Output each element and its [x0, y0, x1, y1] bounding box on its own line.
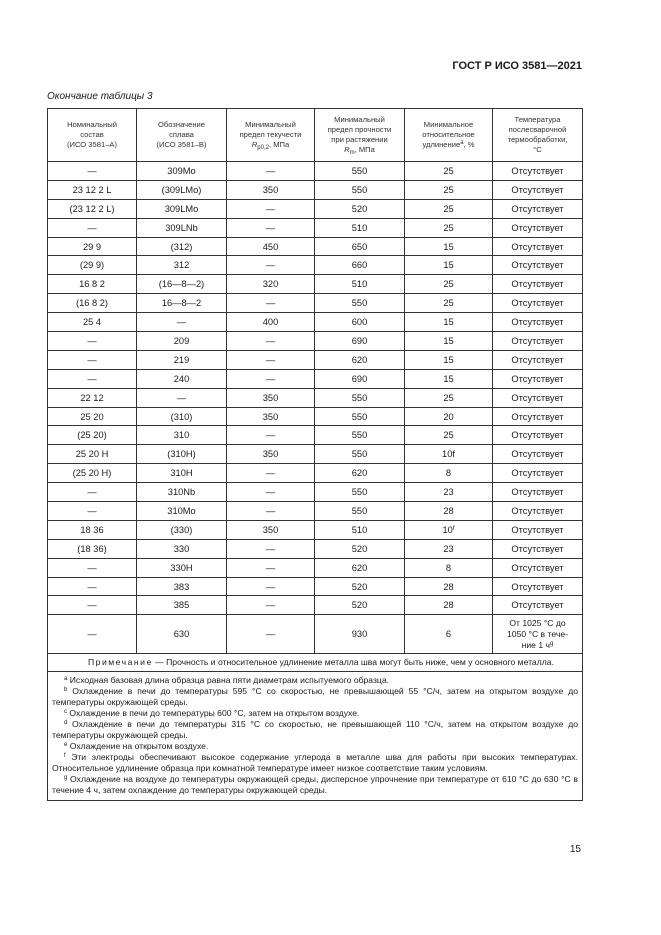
cell-nominal: — — [48, 350, 137, 369]
cell-yield: — — [227, 199, 315, 218]
cell-designation: 240 — [137, 369, 227, 388]
cell-yield: — — [227, 350, 315, 369]
table-row — [48, 313, 583, 332]
cell-nominal: 16 8 2 — [48, 275, 137, 294]
footnote-c: $^c$ Охлаждение в печи до температуры 600 °С, затем на открытом воздухе. — [64, 708, 360, 719]
footnote-a: $^a$ Исходная базовая длина образца равна пяти диаметрам испытуемого образца. — [64, 675, 390, 686]
cell-yield: — — [227, 218, 315, 237]
table-row — [48, 558, 583, 577]
table-row — [48, 256, 583, 275]
cell-elongation: 23 — [405, 483, 493, 502]
table-row — [48, 350, 583, 369]
cell-nominal: 23 12 2 L — [48, 180, 137, 199]
cell-elongation: 15 — [405, 332, 493, 351]
cell-elongation: 25 — [405, 199, 493, 218]
cell-yield: — — [227, 332, 315, 351]
cell-nominal: — — [48, 577, 137, 596]
table-row — [48, 426, 583, 445]
cell-elongation: 28 — [405, 577, 493, 596]
cell-tensile: 550 — [315, 407, 405, 426]
cell-designation: 16—8—2 — [137, 294, 227, 313]
cell-yield: — — [227, 577, 315, 596]
cell-yield: 350 — [227, 180, 315, 199]
cell-yield: — — [227, 558, 315, 577]
cell-pwht: Отсутствует — [493, 294, 583, 313]
cell-yield: 350 — [227, 445, 315, 464]
cell-elongation: 25 — [405, 426, 493, 445]
cell-elongation: 20 — [405, 407, 493, 426]
cell-tensile: 550 — [315, 445, 405, 464]
cell-elongation: 8 — [405, 558, 493, 577]
cell-tensile: 520 — [315, 596, 405, 615]
col-header-elongation: Минимальное относительное удлинение$^a$, % — [405, 109, 493, 162]
table-row — [48, 483, 583, 502]
cell-tensile: 550 — [315, 502, 405, 521]
cell-designation: (312) — [137, 237, 227, 256]
cell-designation: 219 — [137, 350, 227, 369]
cell-designation: 309LNb — [137, 218, 227, 237]
table-row — [48, 199, 583, 218]
cell-nominal: — — [48, 332, 137, 351]
cell-pwht: Отсутствует — [493, 256, 583, 275]
cell-yield: — — [227, 539, 315, 558]
cell-pwht: Отсутствует — [493, 275, 583, 294]
cell-elongation: 25 — [405, 388, 493, 407]
cell-tensile: 550 — [315, 483, 405, 502]
cell-yield: 350 — [227, 520, 315, 539]
table-row — [48, 502, 583, 521]
cell-elongation: 25 — [405, 180, 493, 199]
table-row — [48, 162, 583, 181]
cell-elongation: 23 — [405, 539, 493, 558]
cell-designation: 310Nb — [137, 483, 227, 502]
cell-designation: 310H — [137, 464, 227, 483]
table-row — [48, 180, 583, 199]
table-row — [48, 464, 583, 483]
cell-designation: (310) — [137, 407, 227, 426]
cell-yield: — — [227, 502, 315, 521]
cell-pwht: Отсутствует — [493, 313, 583, 332]
cell-yield: — — [227, 162, 315, 181]
cell-elongation: 25 — [405, 294, 493, 313]
col-header-nominal-composition: Номинальный состав (ИСО 3581–А) — [48, 109, 137, 162]
cell-nominal: — — [48, 558, 137, 577]
table-note-row — [48, 654, 583, 672]
cell-nominal: — — [48, 615, 137, 654]
col-header-tensile-strength: Минимальный предел прочности при растяжении $R_m$, МПа — [315, 109, 405, 162]
cell-elongation: 10f — [405, 445, 493, 464]
table-row — [48, 445, 583, 464]
table-row — [48, 596, 583, 615]
cell-designation: 312 — [137, 256, 227, 275]
cell-nominal: — — [48, 162, 137, 181]
note-text: — Прочность и относительное удлинение металла шва могут быть ниже, чем у основного металла. — [152, 657, 554, 668]
table-row — [48, 407, 583, 426]
table-row — [48, 520, 583, 539]
table-caption: Окончание таблицы 3 — [47, 91, 153, 102]
cell-yield: — — [227, 464, 315, 483]
cell-yield: 400 — [227, 313, 315, 332]
cell-tensile: 520 — [315, 539, 405, 558]
cell-tensile: 550 — [315, 426, 405, 445]
cell-nominal: 25 4 — [48, 313, 137, 332]
cell-elongation: 28 — [405, 596, 493, 615]
cell-tensile: 650 — [315, 237, 405, 256]
page-number: 15 — [569, 844, 581, 855]
cell-designation: 330 — [137, 539, 227, 558]
cell-tensile: 550 — [315, 162, 405, 181]
cell-elongation: 15 — [405, 369, 493, 388]
cell-designation: (310H) — [137, 445, 227, 464]
table-header-row — [48, 109, 583, 162]
cell-nominal: — — [48, 502, 137, 521]
cell-yield: 320 — [227, 275, 315, 294]
cell-pwht: Отсутствует — [493, 369, 583, 388]
cell-pwht: Отсутствует — [493, 332, 583, 351]
cell-nominal: (25 20 H) — [48, 464, 137, 483]
cell-designation: 309LMo — [137, 199, 227, 218]
cell-elongation: 28 — [405, 502, 493, 521]
cell-pwht: Отсутствует — [493, 388, 583, 407]
cell-pwht: Отсутствует — [493, 199, 583, 218]
cell-pwht: От 1025 °С до 1050 °С в тече- ние 1 $ч^g$ — [493, 615, 583, 654]
cell-tensile: 690 — [315, 369, 405, 388]
cell-nominal: 25 20 — [48, 407, 137, 426]
cell-designation: — — [137, 388, 227, 407]
cell-tensile: 520 — [315, 577, 405, 596]
cell-nominal: (25 20) — [48, 426, 137, 445]
cell-designation: 209 — [137, 332, 227, 351]
cell-yield: — — [227, 256, 315, 275]
cell-pwht: Отсутствует — [493, 483, 583, 502]
col-header-yield-strength: Минимальный предел текучести $R_{p0,2}$, МПа — [227, 109, 315, 162]
cell-tensile: 510 — [315, 275, 405, 294]
cell-yield: 350 — [227, 407, 315, 426]
cell-nominal: — — [48, 369, 137, 388]
cell-nominal: (18 36) — [48, 539, 137, 558]
table-note — [48, 654, 583, 672]
table-row — [48, 388, 583, 407]
col-header-alloy-designation: Обозначение сплава (ИСО 3581–В) — [137, 109, 227, 162]
table-body — [48, 162, 583, 615]
cell-yield: 450 — [227, 237, 315, 256]
cell-pwht: Отсутствует — [493, 558, 583, 577]
footnote-g: $^g$ Охлаждение на воздухе до температуры окружающей среды, дисперсное упрочнение при температуре от 610 °С до 630 °С в течение 4 ч, затем охлаждение до температуры окружающей среды. — [52, 774, 578, 796]
table-row — [48, 332, 583, 351]
properties-table — [47, 108, 583, 801]
cell-nominal: 25 20 H — [48, 445, 137, 464]
cell-nominal: — — [48, 483, 137, 502]
cell-elongation: 8 — [405, 464, 493, 483]
cell-elongation: 15 — [405, 237, 493, 256]
cell-designation: 330H — [137, 558, 227, 577]
cell-pwht: Отсутствует — [493, 539, 583, 558]
cell-designation: 630 — [137, 615, 227, 654]
cell-pwht: Отсутствует — [493, 445, 583, 464]
cell-yield: — — [227, 294, 315, 313]
cell-tensile: 510 — [315, 520, 405, 539]
cell-tensile: 510 — [315, 218, 405, 237]
cell-pwht: Отсутствует — [493, 237, 583, 256]
cell-nominal: (29 9) — [48, 256, 137, 275]
cell-tensile: 620 — [315, 558, 405, 577]
cell-elongation: 10$^f$ — [405, 520, 493, 539]
cell-nominal: — — [48, 596, 137, 615]
cell-nominal: (23 12 2 L) — [48, 199, 137, 218]
table-row — [48, 615, 583, 654]
col-header-pwht-temperature: Температура послесварочной термообработки, °С — [493, 109, 583, 162]
cell-pwht: Отсутствует — [493, 520, 583, 539]
cell-elongation: 15 — [405, 256, 493, 275]
cell-tensile: 690 — [315, 332, 405, 351]
cell-nominal: 29 9 — [48, 237, 137, 256]
table-row — [48, 218, 583, 237]
cell-tensile: 550 — [315, 180, 405, 199]
table-row — [48, 577, 583, 596]
footnote-e: $^e$ Охлаждение на открытом воздухе. — [64, 741, 209, 752]
table-row — [48, 369, 583, 388]
cell-elongation: 25 — [405, 218, 493, 237]
cell-tensile: 620 — [315, 464, 405, 483]
cell-designation: (16—8—2) — [137, 275, 227, 294]
footnote-f: $^f$ Эти электроды обеспечивают высокое содержание углерода в металле шва для работы при высоких температурах. Относительное удлинение образца при комнатной температуре имеет низкое соответствие таким условиям. — [52, 752, 578, 774]
cell-yield: — — [227, 596, 315, 615]
table-footnotes — [48, 672, 583, 801]
cell-pwht: Отсутствует — [493, 218, 583, 237]
cell-pwht: Отсутствует — [493, 407, 583, 426]
cell-pwht: Отсутствует — [493, 162, 583, 181]
table-row — [48, 294, 583, 313]
cell-pwht: Отсутствует — [493, 502, 583, 521]
cell-tensile: 550 — [315, 294, 405, 313]
cell-tensile: 660 — [315, 256, 405, 275]
cell-pwht: Отсутствует — [493, 180, 583, 199]
table-row — [48, 237, 583, 256]
cell-tensile: 520 — [315, 199, 405, 218]
cell-tensile: 600 — [315, 313, 405, 332]
cell-nominal: 18 36 — [48, 520, 137, 539]
cell-nominal: (16 8 2) — [48, 294, 137, 313]
cell-yield: — — [227, 483, 315, 502]
footnote-d: $^d$ Охлаждение в печи до температуры 315 °С со скоростью, не превышающей 110 °С/ч, затем на открытом воздухе до температуры окружающей среды. — [52, 719, 578, 741]
cell-designation: 310 — [137, 426, 227, 445]
cell-pwht: Отсутствует — [493, 350, 583, 369]
cell-nominal: — — [48, 218, 137, 237]
cell-designation: 310Mo — [137, 502, 227, 521]
cell-designation: (309LMo) — [137, 180, 227, 199]
table-row — [48, 275, 583, 294]
cell-pwht: Отсутствует — [493, 577, 583, 596]
footnote-b: $^b$ Охлаждение в печи до температуры 595 °С со скоростью, не превышающей 55 °С/ч, затем на открытом воздухе до температуры окружающей среды. — [52, 686, 578, 708]
cell-tensile: 550 — [315, 388, 405, 407]
cell-pwht: Отсутствует — [493, 464, 583, 483]
cell-tensile: 930 — [315, 615, 405, 654]
cell-designation: — — [137, 313, 227, 332]
cell-tensile: 620 — [315, 350, 405, 369]
cell-yield: — — [227, 369, 315, 388]
document-standard-header: ГОСТ Р ИСО 3581—2021 — [452, 60, 582, 72]
cell-yield: — — [227, 426, 315, 445]
cell-designation: 309Mo — [137, 162, 227, 181]
cell-pwht: Отсутствует — [493, 596, 583, 615]
cell-pwht: Отсутствует — [493, 426, 583, 445]
table-row — [48, 539, 583, 558]
cell-elongation: 25 — [405, 275, 493, 294]
note-label: Примечание — [88, 657, 153, 668]
cell-elongation: 6 — [405, 615, 493, 654]
cell-yield: 350 — [227, 388, 315, 407]
cell-nominal: 22 12 — [48, 388, 137, 407]
cell-elongation: 15 — [405, 313, 493, 332]
cell-designation: 385 — [137, 596, 227, 615]
cell-elongation: 25 — [405, 162, 493, 181]
cell-designation: (330) — [137, 520, 227, 539]
cell-elongation: 15 — [405, 350, 493, 369]
cell-yield: — — [227, 615, 315, 654]
table-footnotes-row — [48, 672, 583, 801]
cell-designation: 383 — [137, 577, 227, 596]
